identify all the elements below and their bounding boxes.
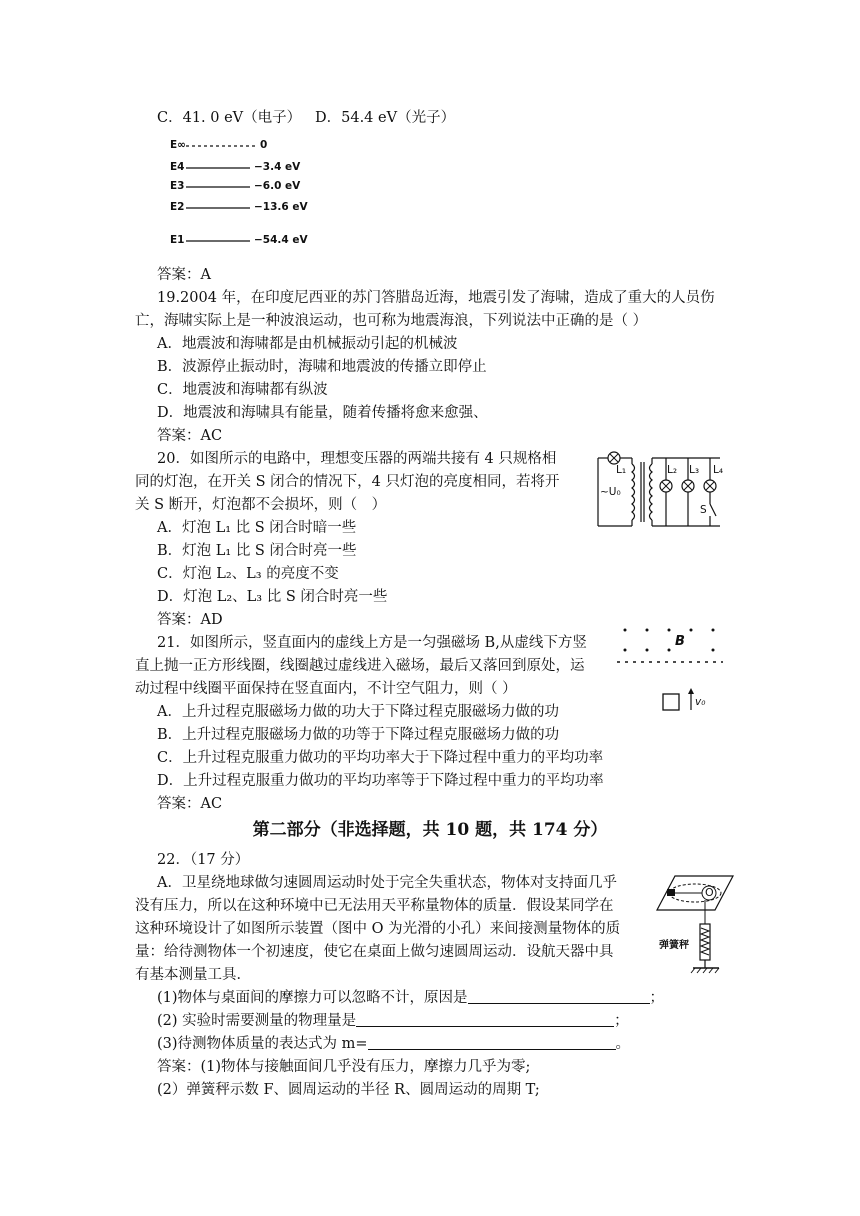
q18-option-c: C．41. 0 eV（电子） bbox=[157, 110, 302, 126]
q20-stem-line2: 同的灯泡，在开关 S 闭合的情况下，4 只灯泡的亮度相同，若将开 bbox=[135, 474, 560, 490]
q19-option-d: D．地震波和海啸具有能量，随着传播将愈来愈强、 bbox=[157, 405, 488, 421]
q22-sub3-text: (3)待测物体质量的表达式为 m= bbox=[157, 1036, 368, 1052]
q22-sub2-blank[interactable] bbox=[356, 1012, 614, 1027]
q19-answer: 答案：AC bbox=[157, 428, 223, 444]
label-spring-scale: 弹簧秤 bbox=[659, 940, 689, 951]
q22-sub3-end: 。 bbox=[615, 1036, 631, 1052]
q20-answer: 答案：AD bbox=[157, 612, 223, 628]
transformer-circuit-figure bbox=[590, 448, 730, 530]
q20-stem-line1: 20．如图所示的电路中，理想变压器的两端共接有 4 只规格相 bbox=[157, 451, 557, 467]
q20-option-a: A．灯泡 L₁ 比 S 闭合时暗一些 bbox=[157, 520, 357, 536]
q18-answer: 答案：A bbox=[157, 267, 211, 283]
secondary-coil bbox=[650, 464, 653, 520]
q22-stem-line3: 这种环境设计了如图所示装置（图中 O 为光滑的小孔）来间接测量物体的质 bbox=[135, 921, 621, 937]
square-coil bbox=[663, 694, 679, 710]
level-value-1: −54.4 eV bbox=[254, 234, 308, 246]
q20-option-b: B．灯泡 L₁ 比 S 闭合时亮一些 bbox=[157, 543, 357, 559]
q22-stem-line1: A．卫星绕地球做匀速圆周运动时处于完全失重状态，物体对支持面几乎 bbox=[157, 875, 617, 891]
label-hole-o: O bbox=[705, 886, 714, 899]
q19-option-b: B．波源停止振动时，海啸和地震波的传播立即停止 bbox=[157, 359, 487, 375]
spring-scale-apparatus-figure bbox=[655, 868, 735, 978]
q22-header: 22．（17 分） bbox=[157, 852, 250, 868]
q21-stem-line2: 直上抛一正方形线圈，线圈越过虚线进入磁场，最后又落回到原处，运 bbox=[135, 658, 585, 674]
field-diagram bbox=[615, 622, 725, 717]
q22-stem-line2: 没有压力，所以在这种环境中已无法用天平称量物体的质量．假设某同学在 bbox=[135, 898, 614, 914]
magnetic-field-figure bbox=[615, 622, 725, 717]
level-label-2: E2 bbox=[170, 201, 185, 213]
q22-subquestion-3 bbox=[157, 1034, 630, 1054]
q22-stem-line4: 量：给待测物体一个初速度，使它在桌面上做匀速圆周运动．设航天器中具 bbox=[135, 944, 614, 960]
level-value-4: −3.4 eV bbox=[254, 161, 301, 173]
energy-level-diagram bbox=[170, 138, 330, 253]
part2-heading: 第二部分（非选择题，共 10 题，共 174 分） bbox=[252, 820, 608, 840]
q19-option-c: C．地震波和海啸都有纵波 bbox=[157, 382, 328, 398]
label-field-b: B bbox=[675, 634, 685, 649]
q21-option-c: C．上升过程克服重力做功的平均功率大于下降过程中重力的平均功率 bbox=[157, 750, 604, 766]
label-source: ~U₀ bbox=[600, 486, 621, 498]
q20-option-d: D．灯泡 L₂、L₃ 比 S 闭合时亮一些 bbox=[157, 589, 388, 605]
q22-subquestion-1 bbox=[157, 988, 664, 1008]
level-label-1: E1 bbox=[170, 234, 185, 246]
switch-s bbox=[710, 504, 716, 516]
level-label-inf: E∞ bbox=[170, 139, 186, 151]
q20-option-c: C．灯泡 L₂、L₃ 的亮度不变 bbox=[157, 566, 339, 582]
q22-subquestion-2 bbox=[157, 1011, 629, 1031]
q19-stem-line2: 亡，海啸实际上是一种波浪运动，也可称为地震海浪，下列说法中正确的是（ ） bbox=[135, 313, 648, 329]
level-value-inf: 0 bbox=[260, 139, 268, 151]
q21-stem-line1: 21．如图所示，竖直面内的虚线上方是一匀强磁场 B,从虚线下方竖 bbox=[157, 635, 587, 651]
level-value-3: −6.0 eV bbox=[254, 180, 301, 192]
q21-answer: 答案：AC bbox=[157, 796, 223, 812]
level-label-4: E4 bbox=[170, 161, 185, 173]
label-l2: L₂ bbox=[667, 464, 678, 476]
label-l3: L₃ bbox=[689, 464, 700, 476]
q21-option-b: B．上升过程克服磁场力做的功等于下降过程克服磁场力做的功 bbox=[157, 727, 560, 743]
label-switch: S bbox=[700, 504, 707, 516]
q18-option-d: D．54.4 eV（光子） bbox=[315, 110, 456, 126]
q22-sub1-blank[interactable] bbox=[468, 989, 650, 1004]
q22-answer-1: 答案：(1)物体与接触面间几乎没有压力，摩擦力几乎为零; bbox=[157, 1059, 531, 1075]
label-v0: v₀ bbox=[695, 696, 706, 708]
q21-stem-line3: 动过程中线圈平面保持在竖直面内，不计空气阻力，则（ ） bbox=[135, 681, 517, 697]
q22-sub2-end: ； bbox=[614, 1013, 629, 1029]
q20-stem-line3: 关 S 断开，灯泡都不会损坏，则（ ） bbox=[135, 497, 387, 513]
q19-option-a: A．地震波和海啸都是由机械振动引起的机械波 bbox=[157, 336, 458, 352]
label-l4: L₄ bbox=[713, 464, 724, 476]
apparatus-diagram bbox=[655, 868, 735, 978]
q19-stem-line1: 19.2004 年，在印度尼西亚的苏门答腊岛近海，地震引发了海啸，造成了重大的人员伤 bbox=[157, 290, 715, 306]
label-l1: L₁ bbox=[616, 464, 627, 476]
primary-coil bbox=[632, 464, 635, 520]
q22-answer-2: (2）弹簧秤示数 F、圆周运动的半径 R、圆周运动的周期 T; bbox=[157, 1082, 540, 1098]
test-object bbox=[667, 889, 675, 896]
q22-sub3-blank[interactable] bbox=[368, 1035, 616, 1050]
level-value-2: −13.6 eV bbox=[254, 201, 308, 213]
level-label-3: E3 bbox=[170, 180, 185, 192]
q22-sub1-text: (1)物体与桌面间的摩擦力可以忽略不计，原因是 bbox=[157, 990, 468, 1006]
q21-option-a: A．上升过程克服磁场力做的功大于下降过程克服磁场力做的功 bbox=[157, 704, 559, 720]
q22-sub1-end: ； bbox=[649, 990, 665, 1006]
q21-option-d: D．上升过程克服重力做功的平均功率等于下降过程中重力的平均功率 bbox=[157, 773, 604, 789]
q22-sub2-text: (2) 实验时需要测量的物理量是 bbox=[157, 1013, 357, 1029]
q22-stem-line5: 有基本测量工具． bbox=[135, 967, 251, 983]
